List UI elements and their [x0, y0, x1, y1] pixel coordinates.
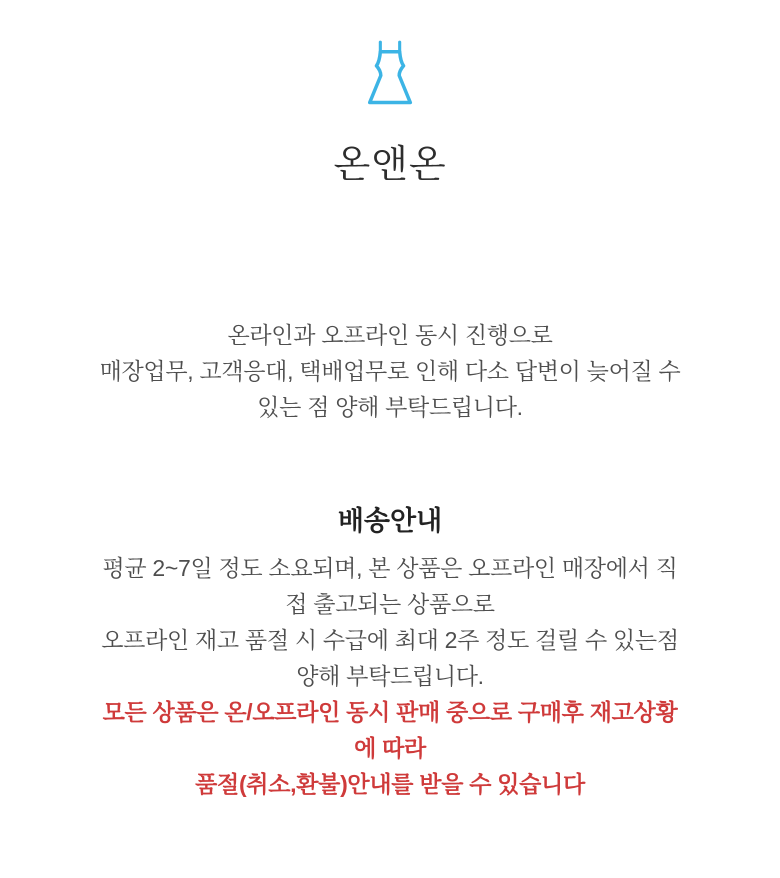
- stock-alert-line: 품절(취소,환불)안내를 받을 수 있습니다: [195, 771, 585, 797]
- intro-line: 온라인과 오프라인 동시 진행으로: [227, 322, 553, 348]
- intro-line: 있는 점 양해 부탁드립니다.: [257, 394, 523, 420]
- stock-alert-line: 모든 상품은 온/오프라인 동시 판매 중으로 구매후 재고상황: [102, 699, 678, 725]
- shipping-notice: [0, 503, 780, 802]
- brand-header: [0, 0, 780, 189]
- shipping-line: 양해 부탁드립니다.: [296, 663, 484, 689]
- intro-line: 매장업무, 고객응대, 택배업무로 인해 다소 답변이 늦어질 수: [99, 358, 681, 384]
- shipping-line: 평균 2~7일 정도 소요되며, 본 상품은 오프라인 매장에서 직: [102, 555, 678, 581]
- stock-alert-line: 에 따라: [354, 735, 426, 761]
- brand-name: 온앤온: [333, 144, 447, 186]
- shipping-line: 오프라인 재고 품절 시 수급에 최대 2주 정도 걸릴 수 있는점: [101, 627, 679, 653]
- shipping-line: 접 출고되는 상품으로: [285, 591, 495, 617]
- intro-notice: [0, 317, 780, 425]
- dress-icon: [361, 38, 419, 112]
- shipping-heading: 배송안내: [337, 506, 443, 536]
